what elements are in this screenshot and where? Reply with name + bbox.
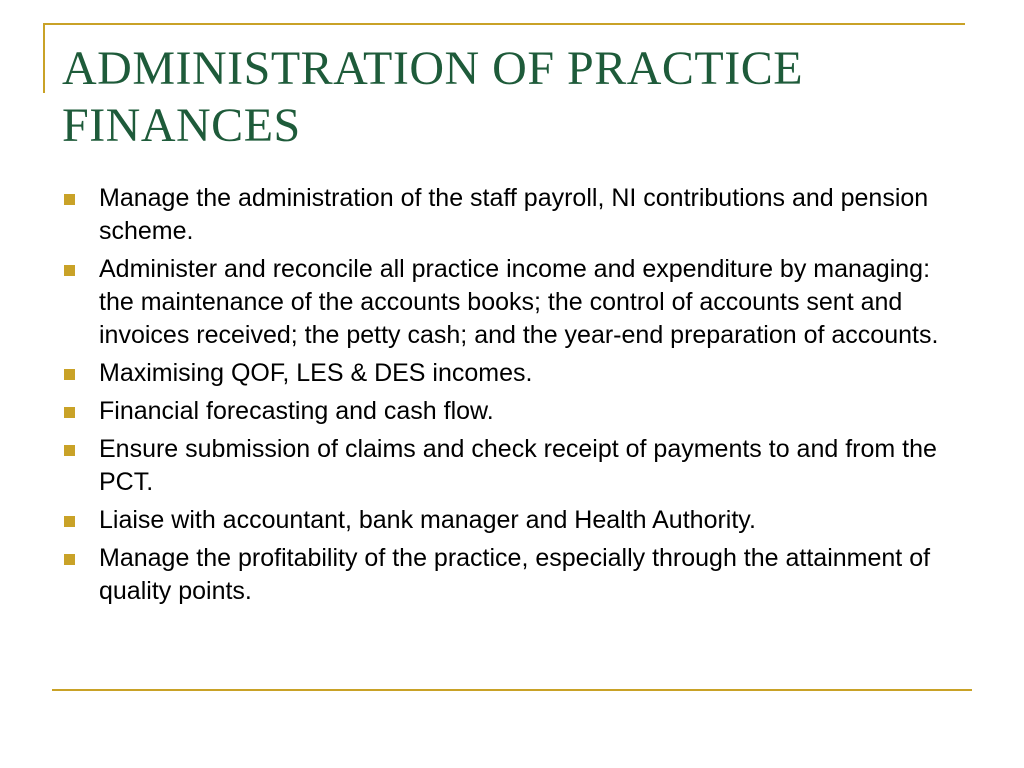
bullet-text: Administer and reconcile all practice income and expenditure by managing: the maintenance of the accounts books; the control of accounts sent and invoices received; the petty cash; and the year-end preparation of accounts.	[99, 255, 939, 349]
list-item	[62, 357, 967, 390]
list-item	[62, 253, 967, 352]
bullet-text: Ensure submission of claims and check receipt of payments to and from the PCT.	[99, 435, 937, 496]
slide-title: ADMINISTRATION OF PRACTICE FINANCES	[62, 42, 804, 152]
bullet-text: Liaise with accountant, bank manager and Health Authority.	[99, 506, 756, 534]
list-item	[62, 542, 967, 608]
bullet-text: Maximising QOF, LES & DES incomes.	[99, 359, 533, 387]
list-item	[62, 182, 967, 248]
list-item	[62, 504, 967, 537]
square-bullet-icon	[64, 516, 75, 527]
bullet-text: Manage the administration of the staff payroll, NI contributions and pension scheme.	[99, 184, 929, 245]
bullet-list	[62, 182, 967, 613]
square-bullet-icon	[64, 445, 75, 456]
frame-left-line	[43, 23, 45, 93]
square-bullet-icon	[64, 194, 75, 205]
square-bullet-icon	[64, 369, 75, 380]
square-bullet-icon	[64, 265, 75, 276]
list-item	[62, 395, 967, 428]
bullet-text: Financial forecasting and cash flow.	[99, 397, 494, 425]
frame-top-line	[43, 23, 965, 25]
square-bullet-icon	[64, 407, 75, 418]
square-bullet-icon	[64, 554, 75, 565]
bullet-text: Manage the profitability of the practice, especially through the attainment of quality points.	[99, 544, 931, 605]
list-item	[62, 433, 967, 499]
frame-bottom-line	[52, 689, 972, 691]
